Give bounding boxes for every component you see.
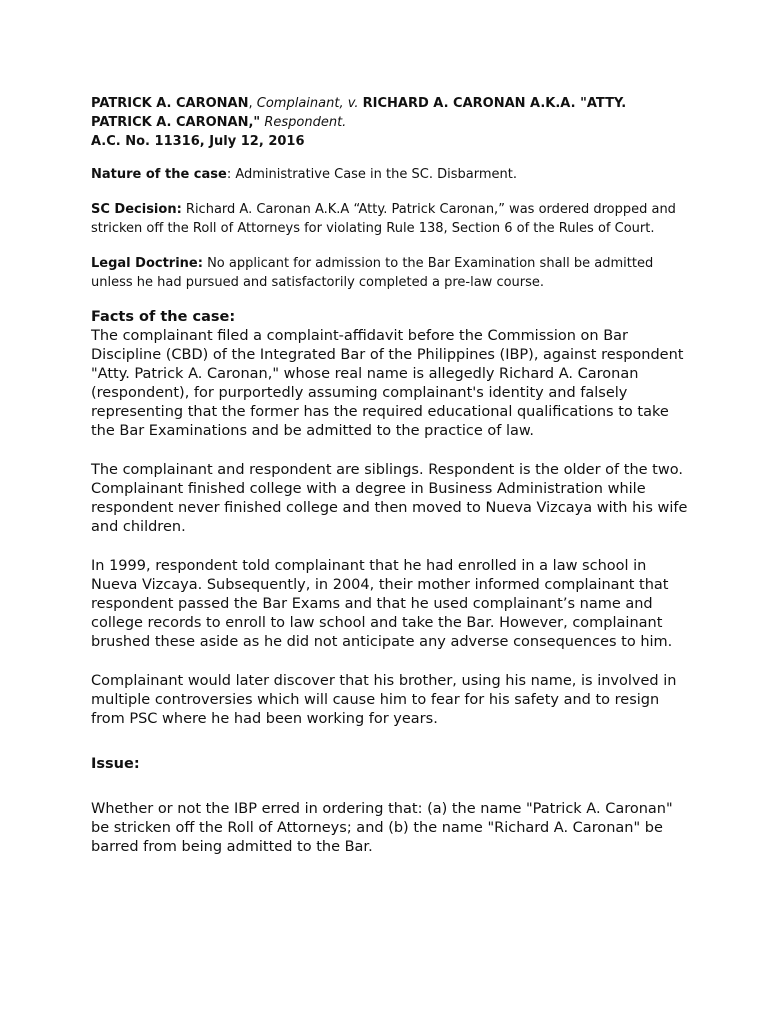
decision-label: SC Decision: [91, 202, 182, 217]
issue-heading: Issue: [91, 756, 140, 772]
nature-text: : Administrative Case in the SC. Disbarment. [226, 167, 517, 182]
doctrine-text: No applicant for admission to the Bar Examination shall be admitted unless he had pursued and satisfactorily completed a pre-law course. [91, 256, 654, 290]
complainant-role: Complainant, v. [256, 96, 359, 111]
nature-label: Nature of the case [91, 167, 227, 182]
decision-text: Richard A. Caronan A.K.A “Atty. Patrick Caronan,” was ordered dropped and stricken off the Roll of Attorneys for violating Rule 138, Section 6 of the Rules of Court. [91, 202, 676, 236]
doctrine-section [91, 254, 691, 292]
respondent-name: RICHARD A. CARONAN A.K.A. "ATTY. PATRICK A. CARONAN," [91, 96, 627, 130]
respondent-role: Respondent. [264, 115, 347, 130]
nature-section [91, 165, 691, 184]
facts-paragraph: The complainant filed a complaint-affidavit before the Commission on Bar Discipline (CBD) of the Integrated Bar of the Philippines (IBP), against respondent "Atty. Patrick A. Caronan," whose real name is allegedly Richard A. Caronan (respondent), for purportedly assuming complainant's identity and falsely representing that the former has the required educational qualifications to take the Bar Examinations and be admitted to the practice of law. [91, 328, 684, 439]
doctrine-label: Legal Doctrine: [91, 256, 203, 271]
decision-section [91, 200, 691, 238]
case-caption [91, 94, 691, 151]
document-page [91, 94, 691, 857]
facts-heading: Facts of the case: [91, 309, 236, 325]
facts-paragraph: In 1999, respondent told complainant that he had enrolled in a law school in Nueva Vizcaya. Subsequently, in 2004, their mother informed complainant that respondent passed the Bar Exams and that he used complainant’s name and college records to enroll to law school and take the Bar. However, complainant brushed these aside as he did not anticipate any adverse consequences to him. [91, 558, 673, 650]
caption-separator: , [248, 96, 257, 111]
case-number: A.C. No. 11316, July 12, 2016 [91, 134, 305, 149]
issue-text: Whether or not the IBP erred in ordering that: (a) the name "Patrick A. Caronan" be stricken off the Roll of Attorneys; and (b) the name "Richard A. Caronan" be barred from being admitted to the Bar. [91, 801, 673, 855]
facts-paragraph: The complainant and respondent are siblings. Respondent is the older of the two. Complainant finished college with a degree in Business Administration while respondent never finished college and then moved to Nueva Vizcaya with his wife and children. [91, 462, 688, 535]
complainant-name: PATRICK A. CARONAN [91, 96, 249, 111]
facts-paragraph: Complainant would later discover that his brother, using his name, is involved in multiple controversies which will cause him to fear for his safety and to resign from PSC where he had been working for years. [91, 673, 677, 727]
